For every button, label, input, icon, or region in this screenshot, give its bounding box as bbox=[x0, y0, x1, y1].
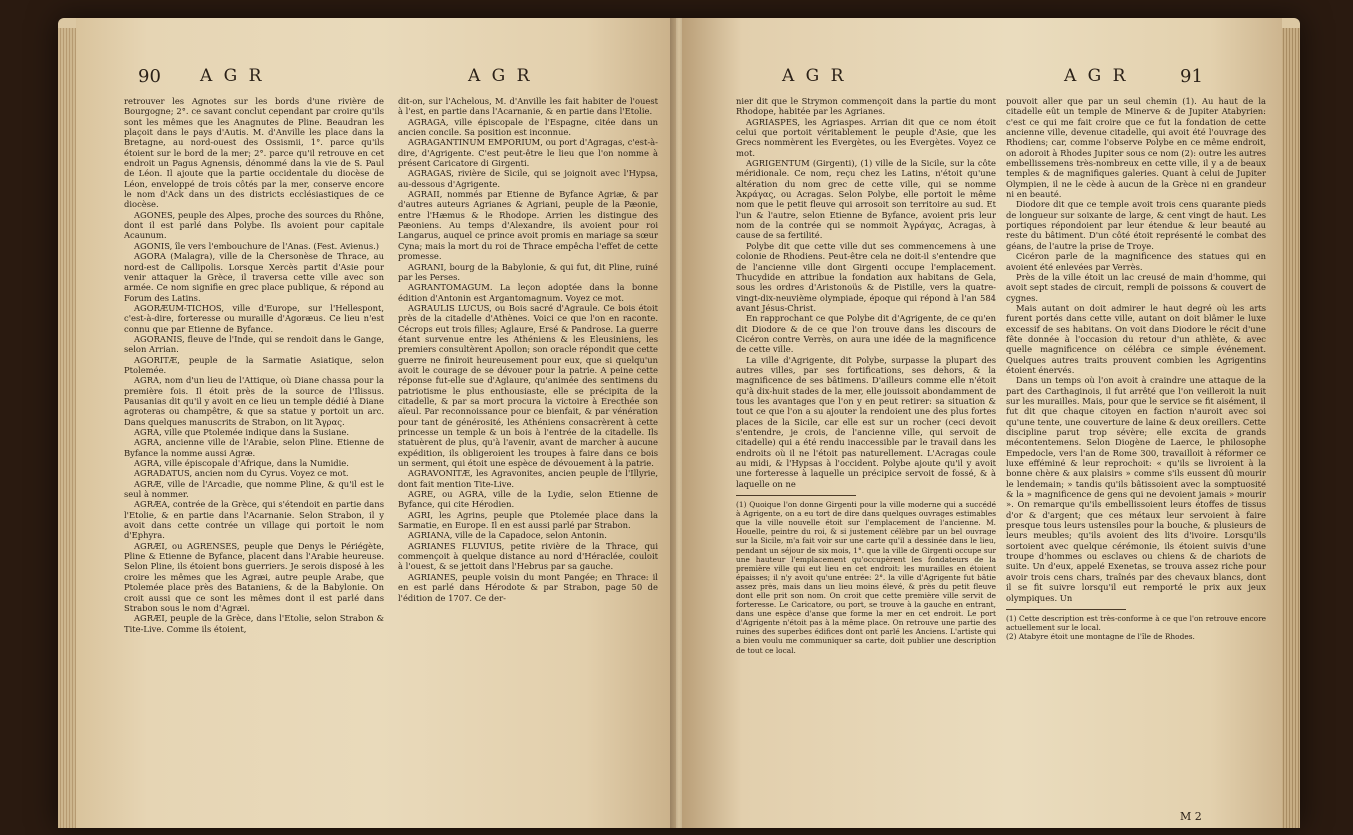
column-paragraph: AGRÆI, peuple de la Grèce, dans l'Etolie, selon Strabon & Tite-Live. Comme ils étoient, bbox=[124, 613, 384, 634]
column-paragraph: AGRÆ, ville de l'Arcadie, que nomme Pline, & qu'il est le seul à nommer. bbox=[124, 478, 384, 500]
column-paragraph: AGRAII, nommés par Etienne de Byfance Agriæ, & par d'autres auteurs Agrianes & Agriani, peuple de la Pæonie, entre l'Hæmus & le Rhodope. Arrien les distingue des Pæoniens. Au temps d'Alexandre, ils avoient pour roi Langarus, auquel ce prince avoit promis en mariage sa sœur Cyna; mais la mort du roi de Thrace empêcha l'effet de cette promesse. bbox=[398, 189, 658, 262]
column-paragraph-first: dit-on, sur l'Achelous, M. d'Anville les fait habiter de l'ouest à l'est, en partie dans l'Acarnanie, & en partie dans l'Etolie. bbox=[398, 96, 658, 117]
footnote: (2) Atabyre étoit une montagne de l'île de Rhodes. bbox=[1006, 632, 1195, 642]
left-head-a: A G R bbox=[200, 66, 265, 86]
signature-mark: M 2 bbox=[1180, 810, 1202, 823]
column-paragraph: Cicéron parle de la magnificence des statues qui en avoient été enlevées par Verrès. bbox=[1006, 251, 1266, 272]
column-paragraph: AGRANI, bourg de la Babylonie, & qui fut, dit Pline, ruiné par les Perses. bbox=[398, 261, 658, 282]
column-paragraph: AGORA (Malagra), ville de la Chersonèse de Thrace, au nord-est de Callipolis. Lorsque Xercès partit d'Asie pour venir attaquer la Grèce, il traversa cette ville avec son armée. Ce nom signifie en grec place publique, & répond au Forum des Latins. bbox=[124, 251, 384, 303]
column-paragraph: AGRA, ville épiscopale d'Afrique, dans la Numidie. bbox=[134, 458, 349, 469]
right-column-1 bbox=[736, 96, 996, 655]
left-page bbox=[76, 18, 676, 828]
column-paragraph: AGRIANA, ville de la Capadoce, selon Antonin. bbox=[408, 530, 607, 541]
footnote: (1) Cette description est très-conforme à ce que l'on retrouve encore actuellement sur le local. bbox=[1006, 613, 1266, 632]
column-paragraph: Polybe dit que cette ville dut ses commencemens à une colonie de Rhodiens. Peut-être cela ne doit-il s'entendre que de l'ancienne ville dont Girgenti occupe l'emplacement. Thucydide en attribue la fondation aux habitans de Gela, sous les ordres d'Aristonoüs & de Pistille, vers la quatre-vingt-dix-neuvième olympiade, époque qui répond à l'an 584 avant Jésus-Christ. bbox=[736, 240, 996, 313]
column-paragraph: Diodore dit que ce temple avoit trois cens quarante pieds de longueur sur soixante de large, & cent vingt de haut. Les portiques répondoient par leur étendue & leur beauté au reste du bâtiment. D'un côté étoit représenté le combat des géans, de l'autre la prise de Troye. bbox=[1006, 199, 1266, 251]
column-paragraph: AGRI, les Agrins, peuple que Ptolemée place dans la Sarmatie, en Europe. Il en est aussi parlé par Strabon. bbox=[398, 509, 658, 531]
footnote-rule bbox=[736, 495, 856, 496]
left-head-b: A G R bbox=[468, 66, 533, 86]
left-column-1 bbox=[124, 96, 384, 634]
column-paragraph: AGRADATUS, ancien nom du Cyrus. Voyez ce mot. bbox=[134, 468, 349, 479]
column-paragraph: AGRA, nom d'un lieu de l'Attique, où Diane chassa pour la première fois. Il étoit près de la source de l'Ilissus. Pausanias dit qu'il y avoit en ce lieu un temple dédié à Diane agroteras ou champêtre, & que sa statue y portoit un arc. Dans quelques manuscrits de Strabon, on lit Ἄγρας. bbox=[124, 375, 384, 427]
column-paragraph: La ville d'Agrigente, dit Polybe, surpasse la plupart des autres villes, par ses fortifications, ses dehors, & la magnificence de ses bâtimens. D'ailleurs comme elle n'étoit qu'à dix-huit stades de la mer, elle jouissoit abondamment de tous les avantages que l'on y en peut retirer: sa situation & tout ce que l'on a su ajouter la rendoient une des plus fortes places de la Sicile, car elle est sur un rocher (ceci devoit s'entendre, je crois, de l'ancienne ville, qui servoit de citadelle) qui a été rendu inaccessible par le travail dans les endroits où il ne l'étoit pas naturellement. L'Acragas coule au midi, & l'Hypsas à l'occident. Polybe ajoute qu'il y avoit une forteresse à laquelle un précipice servoit de fossé, & à laquelle on ne bbox=[736, 354, 996, 489]
column-paragraph: En rapprochant ce que Polybe dit d'Agrigente, de ce qu'en dit Diodore & de ce que l'on trouve dans les discours de Cicéron contre Verrès, on aura une idée de la magnificence de cette ville. bbox=[736, 313, 996, 355]
column-paragraph: AGORÆUM-TICHOS, ville d'Europe, sur l'Hellespont, c'est-à-dire, forteresse ou muraille d'Agoræus. Ce lieu n'est connu que par Etienne de Byfance. bbox=[124, 302, 384, 334]
column-paragraph: AGRANTOMAGUM. La leçon adoptée dans la bonne édition d'Antonin est Argantomagnum. Voyez ce mot. bbox=[398, 282, 658, 303]
right-page bbox=[682, 18, 1282, 828]
left-column-2 bbox=[398, 96, 658, 603]
column-paragraph: AGORITÆ, peuple de la Sarmatie Asiatique, selon Ptolemée. bbox=[124, 354, 384, 375]
column-paragraph-first: pouvoit aller que par un seul chemin (1). Au haut de la citadelle eût un temple de Minerve & de Jupiter Atabyrien: c'est ce qui me fait croire que ce fut la fondation de cette ancienne ville, devenue citadelle, qui avoit été l'ouvrage des Rhodiens; car, comme l'observe Polybe en ce même endroit, on adoroit à Rhodes Jupiter sous ce nom (2): outre les autres embellissemens très-nombreux en cette ville, il y a de beaux temples & de magnifiques galeries. Quant à celui de Jupiter Olympien, il ne le cède à aucun de la Grèce ni en grandeur ni en beauté. bbox=[1006, 96, 1266, 200]
column-paragraph: AGRIANES FLUVIUS, petite rivière de la Thrace, qui commençoit à quelque distance au nord d'Héraclée, couloit à l'ouest, & se jettoit dans l'Hebrus par sa gauche. bbox=[398, 540, 658, 572]
open-book bbox=[58, 18, 1300, 828]
right-page-number: 91 bbox=[1180, 66, 1203, 87]
column-paragraph: AGRAGAS, rivière de Sicile, qui se joignoit avec l'Hypsa, au-dessous d'Agrigente. bbox=[398, 168, 658, 189]
column-paragraph: AGRIASPES, les Agriaspes. Arrian dit que ce nom étoit celui que portoit véritablement le peuple d'Asie, que les Grecs nommèrent les Evergètes, ou les Evergètes. Voyez ce mot. bbox=[736, 116, 996, 158]
right-head-b: A G R bbox=[1064, 66, 1129, 86]
column-paragraph: AGRIANES, peuple voisin du mont Pangée; en Thrace: il en est parlé dans Hérodote & par Strabon, page 50 de l'édition de 1707. Ce der- bbox=[398, 571, 658, 603]
column-paragraph: Dans un temps où l'on avoit à craindre une attaque de la part des Carthaginois, il fut arrêté que l'on veilleroit la nuit sur les murailles. Mais, pour que le service se fit aisément, il fut dit que chaque citoyen en faction n'auroit avec soi qu'une tente, une couverture de laine & deux oreillers. Cette discipline parut trop sévère; elle excita de grands mécontentemens. Selon Diogène de Laerce, le philosophe Empedocle, vers l'an de Rome 300, travailloit à réformer ce luxe efféminé & leur reprochoit: « qu'ils se livroient à la bonne chère & aux plaisirs » comme s'ils eussent dû mourir le lendemain; » tandis qu'ils bâtissoient avec la somptuosité & la » magnificence de gens qui ne devoient jamais » mourir ». On remarque qu'ils embellissoient leurs étoffes de tissus d'or & d'argent; que ces métaux leur servoient à faire presque tous leurs ustensiles pour la bouche, & plusieurs de leurs meubles; qu'ils avoient des lits d'ivoire. Lorsqu'ils sortoient avec quelque cérémonie, ils étoient suivis d'une troupe d'hommes ou esclaves ou chiens & de chariots de suite. Un d'eux, appelé Exenetas, se trouva assez riche pour avoir trois cens chars, traînés par des chevaux blancs, dont il se fit suivre lorsqu'il eut remporté le prix aux jeux olympiques. Un bbox=[1006, 375, 1266, 603]
column-paragraph: Près de la ville étoit un lac creusé de main d'homme, qui avoit sept stades de circuit, rempli de poissons & couvert de cygnes. bbox=[1006, 271, 1266, 303]
right-column-2 bbox=[1006, 96, 1266, 641]
column-paragraph: AGRAGA, ville épiscopale de l'Espagne, citée dans un ancien concile. Sa position est inconnue. bbox=[398, 116, 658, 138]
column-paragraph: AGONES, peuple des Alpes, proche des sources du Rhône, dont il est parlé dans Polybe. Ils avoient pour capitale Acaunum. bbox=[124, 209, 384, 241]
column-paragraph: AGRE, ou AGRA, ville de la Lydie, selon Etienne de Byfance, qui cite Hérodien. bbox=[398, 489, 658, 510]
column-paragraph: AGRAULIS LUCUS, ou Bois sacré d'Agraule. Ce bois étoit près de la citadelle d'Athènes. Voici ce que l'on en raconte. Cécrops eut trois filles; Aglaure, Ersé & Pandrose. La guerre étant survenue entre les Athéniens & les Eleusiniens, les premiers consultèrent Apollon; son oracle répondit que cette guerre ne finiroit heureusement pour eux, que si quelqu'un avoit le courage de se dévouer pour la patrie. A peine cette réponse fut-elle sue d'Aglaure, qu'animée des sentimens du patriotisme le plus enthousiaste, elle se précipita de la citadelle, & par sa mort procura la victoire à Erecthée son aïeul. Par reconnoissance pour ce bienfait, & par vénération pour tant de générosité, les Athéniens consacrèrent à cette princesse un temple & un bois à l'entrée de la citadelle. Ils statuèrent de plus, qu'à l'avenir, avant de marcher à aucune expédition, ils obligeroient les troupes à faire dans ce bois un serment, qui étoit une espèce de dévouement à la patrie. bbox=[398, 302, 658, 469]
column-paragraph: AGRA, ville que Ptolemée indique dans la Susiane. bbox=[134, 427, 350, 437]
column-paragraph-first: nier dit que le Strymon commençoit dans la partie du mont Rhodope, habitée par les Agrianes. bbox=[736, 96, 996, 117]
footnote-rule bbox=[1006, 609, 1126, 610]
column-paragraph: AGRÆI, ou AGRENSES, peuple que Denys le Périégète, Pline & Etienne de Byfance, placent dans l'Arabie heureuse. Selon Pline, ils étoient bons guerriers. Je serois disposé à les croire les mêmes que les Agræi, autre peuple Arabe, que Ptolemée place près des Bataniens, & de la Babylonie. On croit aussi que ce sont les mêmes dont il est parlé dans Strabon sous le nom d'Agræi. bbox=[124, 540, 384, 613]
right-head-a: A G R bbox=[782, 66, 847, 86]
column-paragraph: AGRIGENTUM (Girgenti), (1) ville de la Sicile, sur la côte méridionale. Ce nom, reçu chez les Latins, n'étoit qu'une altération du nom grec de cette ville, qui se nomme Ἀκράγας, ou Acragas. Selon Polybe, elle portoit le même nom que le petit fleuve qui arrosoit son territoire au sud. Et l'un & l'autre, selon Etienne de Byfance, avoient pris leur nom de la contrée qui se nommoit Ἀγράγας, Acragas, à cause de sa fertilité. bbox=[736, 158, 996, 241]
column-paragraph-first: retrouver les Agnotes sur les bords d'une rivière de Bourgogne; 2°. ce savant conclut cependant par croire qu'ils sont les mêmes que les Anagnutes de Pline. Beaudran les plaçoit dans le pays d'Autis. M. d'Anville les place dans la Bretagne, au nord-ouest des Ossismii, 1°. parce qu'ils étoient sur le bord de la mer; 2°. parce qu'il retrouve en cet endroit un Pagus Agnensis, dénommé dans la vie de S. Paul de Léon. Il ajoute que la partie occidentale du diocèse de Léon, enveloppé de trois côtés par la mer, conserve encore le nom d'Ack dans un des districts ecclésiastiques de ce diocèse. bbox=[124, 96, 384, 210]
column-paragraph: AGRAVONITÆ, les Agravonites, ancien peuple de l'Illyrie, dont fait mention Tite-Live. bbox=[398, 468, 658, 489]
left-page-edges bbox=[58, 28, 78, 828]
footnote: (1) Quoique l'on donne Girgenti pour la ville moderne qui a succédé à Agrigente, on a eu tort de dire dans quelques ouvrages estimables que la ville nouvelle étoit sur l'emplacement de l'ancienne. M. Houelle, peintre du roi, & si justement célèbre par un bel ouvrage sur la Sicile, m'a fait voir sur une carte qu'il a dessinée dans le lieu, pendant un séjour de six mois, 1°. que la ville de Girgenti occupe sur une hauteur l'emplacement qu'occupèrent les fondateurs de la première ville qui eut lieu en cet endroit: les murailles en étoient épaisses; il n'y avoit qu'une entrée: 2°. la ville d'Agrigente fut bâtie assez près, mais dans un lieu moins élevé, & près du petit fleuve dont elle prit son nom. On croit que cette première ville servit de forteresse. Le Caricatore, ou port, se trouve à la gauche en entrant, dans une espèce d'anse que forme la mer en cet endroit. Le port d'Agrigente n'étoit pas à la même place. On retrouve une partie des ruines des superbes édifices dont ont parlé les Anciens. L'artiste qui a bien voulu me communiquer sa carte, doit publier une description de tout ce local. bbox=[736, 500, 996, 655]
column-paragraph: AGORANIS, fleuve de l'Inde, qui se rendoit dans le Gange, selon Arrian. bbox=[124, 333, 384, 355]
column-paragraph: AGONIS, île vers l'embouchure de l'Anas. (Fest. Avienus.) bbox=[134, 240, 380, 251]
column-paragraph: AGRA, ancienne ville de l'Arabie, selon Pline. Etienne de Byfance la nomme aussi Agræ. bbox=[124, 437, 384, 458]
column-paragraph: AGRAGANTINUM EMPORIUM, ou port d'Agragas, c'est-à-dire, d'Agrigente. C'est peut-être le lieu que l'on nomme à présent Caricatore di Girgenti. bbox=[398, 137, 658, 169]
left-running-head bbox=[138, 66, 658, 87]
column-paragraph: Mais autant on doit admirer le haut degré où les arts furent portés dans cette ville, autant on doit blâmer le luxe excessif de ses habitans. On voit dans Diodore le récit d'une fête donnée à l'occasion du retour d'un athlète, & avec quelle magnificence on célébra ce simple événement. Quelques autres traits prouvent combien les Agrigentins étoient énervés. bbox=[1006, 302, 1266, 375]
column-paragraph: AGRÆA, contrée de la Grèce, qui s'étendoit en partie dans l'Etolie, & en partie dans l'Acarnanie. Selon Strabon, il y avoit dans cette contrée un village qui portoit le nom d'Ephyra. bbox=[124, 499, 384, 541]
left-page-number: 90 bbox=[138, 66, 161, 87]
